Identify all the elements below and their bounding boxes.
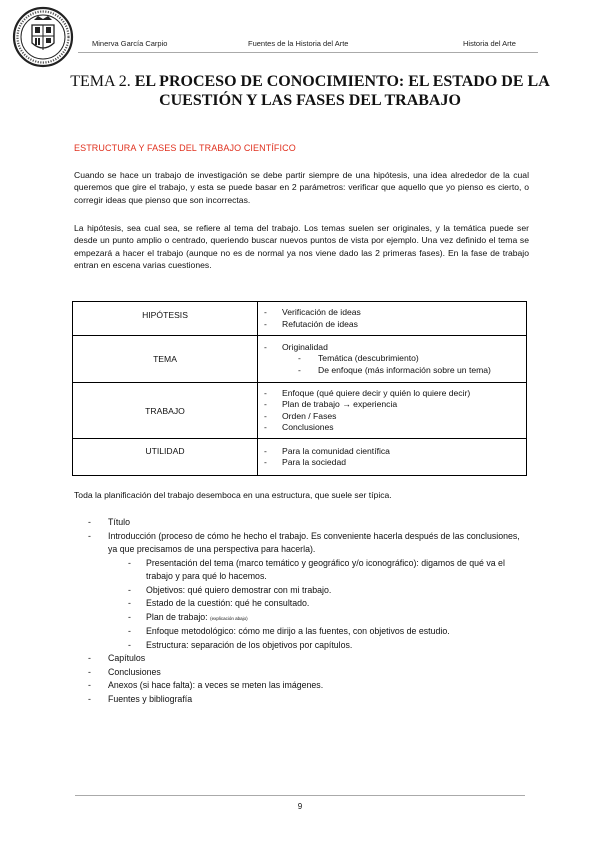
list-item: - Para la sociedad — [264, 457, 347, 467]
footer-divider — [75, 795, 525, 796]
row-label-tema: TEMA — [73, 336, 258, 383]
header-divider — [78, 52, 538, 53]
row-label-trabajo: TRABAJO — [73, 383, 258, 439]
list-item: - Originalidad — [264, 341, 328, 352]
row-items — [258, 383, 527, 439]
header-course: Fuentes de la Historia del Arte — [248, 39, 349, 48]
row-items — [258, 336, 527, 383]
list-item: - Enfoque (qué quiere decir y quién lo quiere decir) — [264, 387, 471, 398]
table-row — [73, 336, 527, 383]
table-row — [73, 439, 527, 476]
row-label-utilidad: UTILIDAD — [73, 439, 258, 476]
list-item-titulo: - Título — [88, 517, 131, 527]
page-title — [70, 72, 550, 110]
title-line1: EL PROCESO DE CONOCIMIENTO: EL ESTADO DE LA — [134, 73, 550, 90]
header-author: Minerva García Carpio — [92, 39, 168, 48]
list-item: - Plan de trabajo → experiencia — [264, 399, 398, 410]
list-subitem: - Objetivos: qué quiero demostrar con mi trabajo. — [128, 584, 332, 595]
list-item: - Capítulos — [88, 653, 146, 663]
list-subitem: - De enfoque (más información sobre un tema) — [298, 364, 491, 375]
paragraph-1: Cuando se hace un trabajo de investigación se debe partir siempre de una hipótesis, una idea alrededor de la cual queremos que gire el trabajo, y esta se puede basar en 2 parámetros: verificar que aquello que yo pienso es cierto, o corregir ideas que pienso que son incorrectas. — [74, 170, 529, 205]
plan-note: (explicación abajo) — [210, 615, 248, 621]
paragraph-2: La hipótesis, sea cual sea, se refiere al tema del trabajo. Los temas suelen ser originales, y la temática puede ser desde un punto amplio o centrado, queriendo buscar nuevos puntos de vista por ejemplo. Una vez definido el tema se empezará a hacer el trabajo (aunque no es de normal ya nos viene dado las 2 primeras fases). En la fase de trabajo entran en escena varias cuestiones. — [74, 223, 529, 270]
section-heading: ESTRUCTURA Y FASES DEL TRABAJO CIENTÍFICO — [74, 143, 296, 153]
list-item: - Verificación de ideas — [264, 307, 361, 318]
phases-table — [72, 301, 527, 476]
list-item: - Para la comunidad científica — [264, 445, 390, 456]
list-item: - Anexos (si hace falta): a veces se meten las imágenes. — [88, 680, 324, 690]
row-items — [258, 302, 527, 336]
list-subitem: - Estructura: separación de los objetivos por capítulos. — [128, 639, 353, 650]
header-subject: Historia del Arte — [463, 39, 516, 48]
list-item: - Conclusiones — [264, 421, 334, 432]
list-subitem: - Presentación del tema (marco temático y geográfico y/o iconográfico): digamos de qué va el trabajo y para qué lo hacemos. — [128, 557, 505, 581]
row-items — [258, 439, 527, 476]
university-seal-logo — [12, 6, 74, 68]
list-subitem: - Temática (descubrimiento) — [298, 353, 419, 364]
list-item: - Orden / Fases — [264, 410, 337, 421]
list-item: - Refutación de ideas — [264, 318, 358, 329]
list-item-introduccion: - Introducción (proceso de cómo he hecho el trabajo. Es conveniente hacerla después de las conclusiones, ya que precisamos de una perspectiva para hacerla). — [88, 530, 520, 554]
list-subitem-plan: - Plan de trabajo: (explicación abajo) — [128, 611, 248, 622]
title-line2: CUESTIÓN Y LAS FASES DEL TRABAJO — [159, 92, 461, 109]
list-item: - Fuentes y bibliografía — [88, 693, 193, 704]
structure-list — [88, 516, 528, 706]
row-label-hipotesis: HIPÓTESIS — [73, 302, 258, 336]
table-row — [73, 302, 527, 336]
list-subitem: - Enfoque metodológico: cómo me dirijo a las fuentes, con objetivos de estudio. — [128, 626, 450, 636]
list-subitem: - Estado de la cuestión: qué he consultado. — [128, 598, 310, 608]
list-item: - Conclusiones — [88, 666, 161, 677]
page-number: 9 — [297, 802, 303, 811]
structure-intro: Toda la planificación del trabajo desemboca en una estructura, que suele ser típica. — [74, 490, 392, 500]
table-row — [73, 383, 527, 439]
title-prefix: TEMA 2. — [70, 73, 131, 90]
